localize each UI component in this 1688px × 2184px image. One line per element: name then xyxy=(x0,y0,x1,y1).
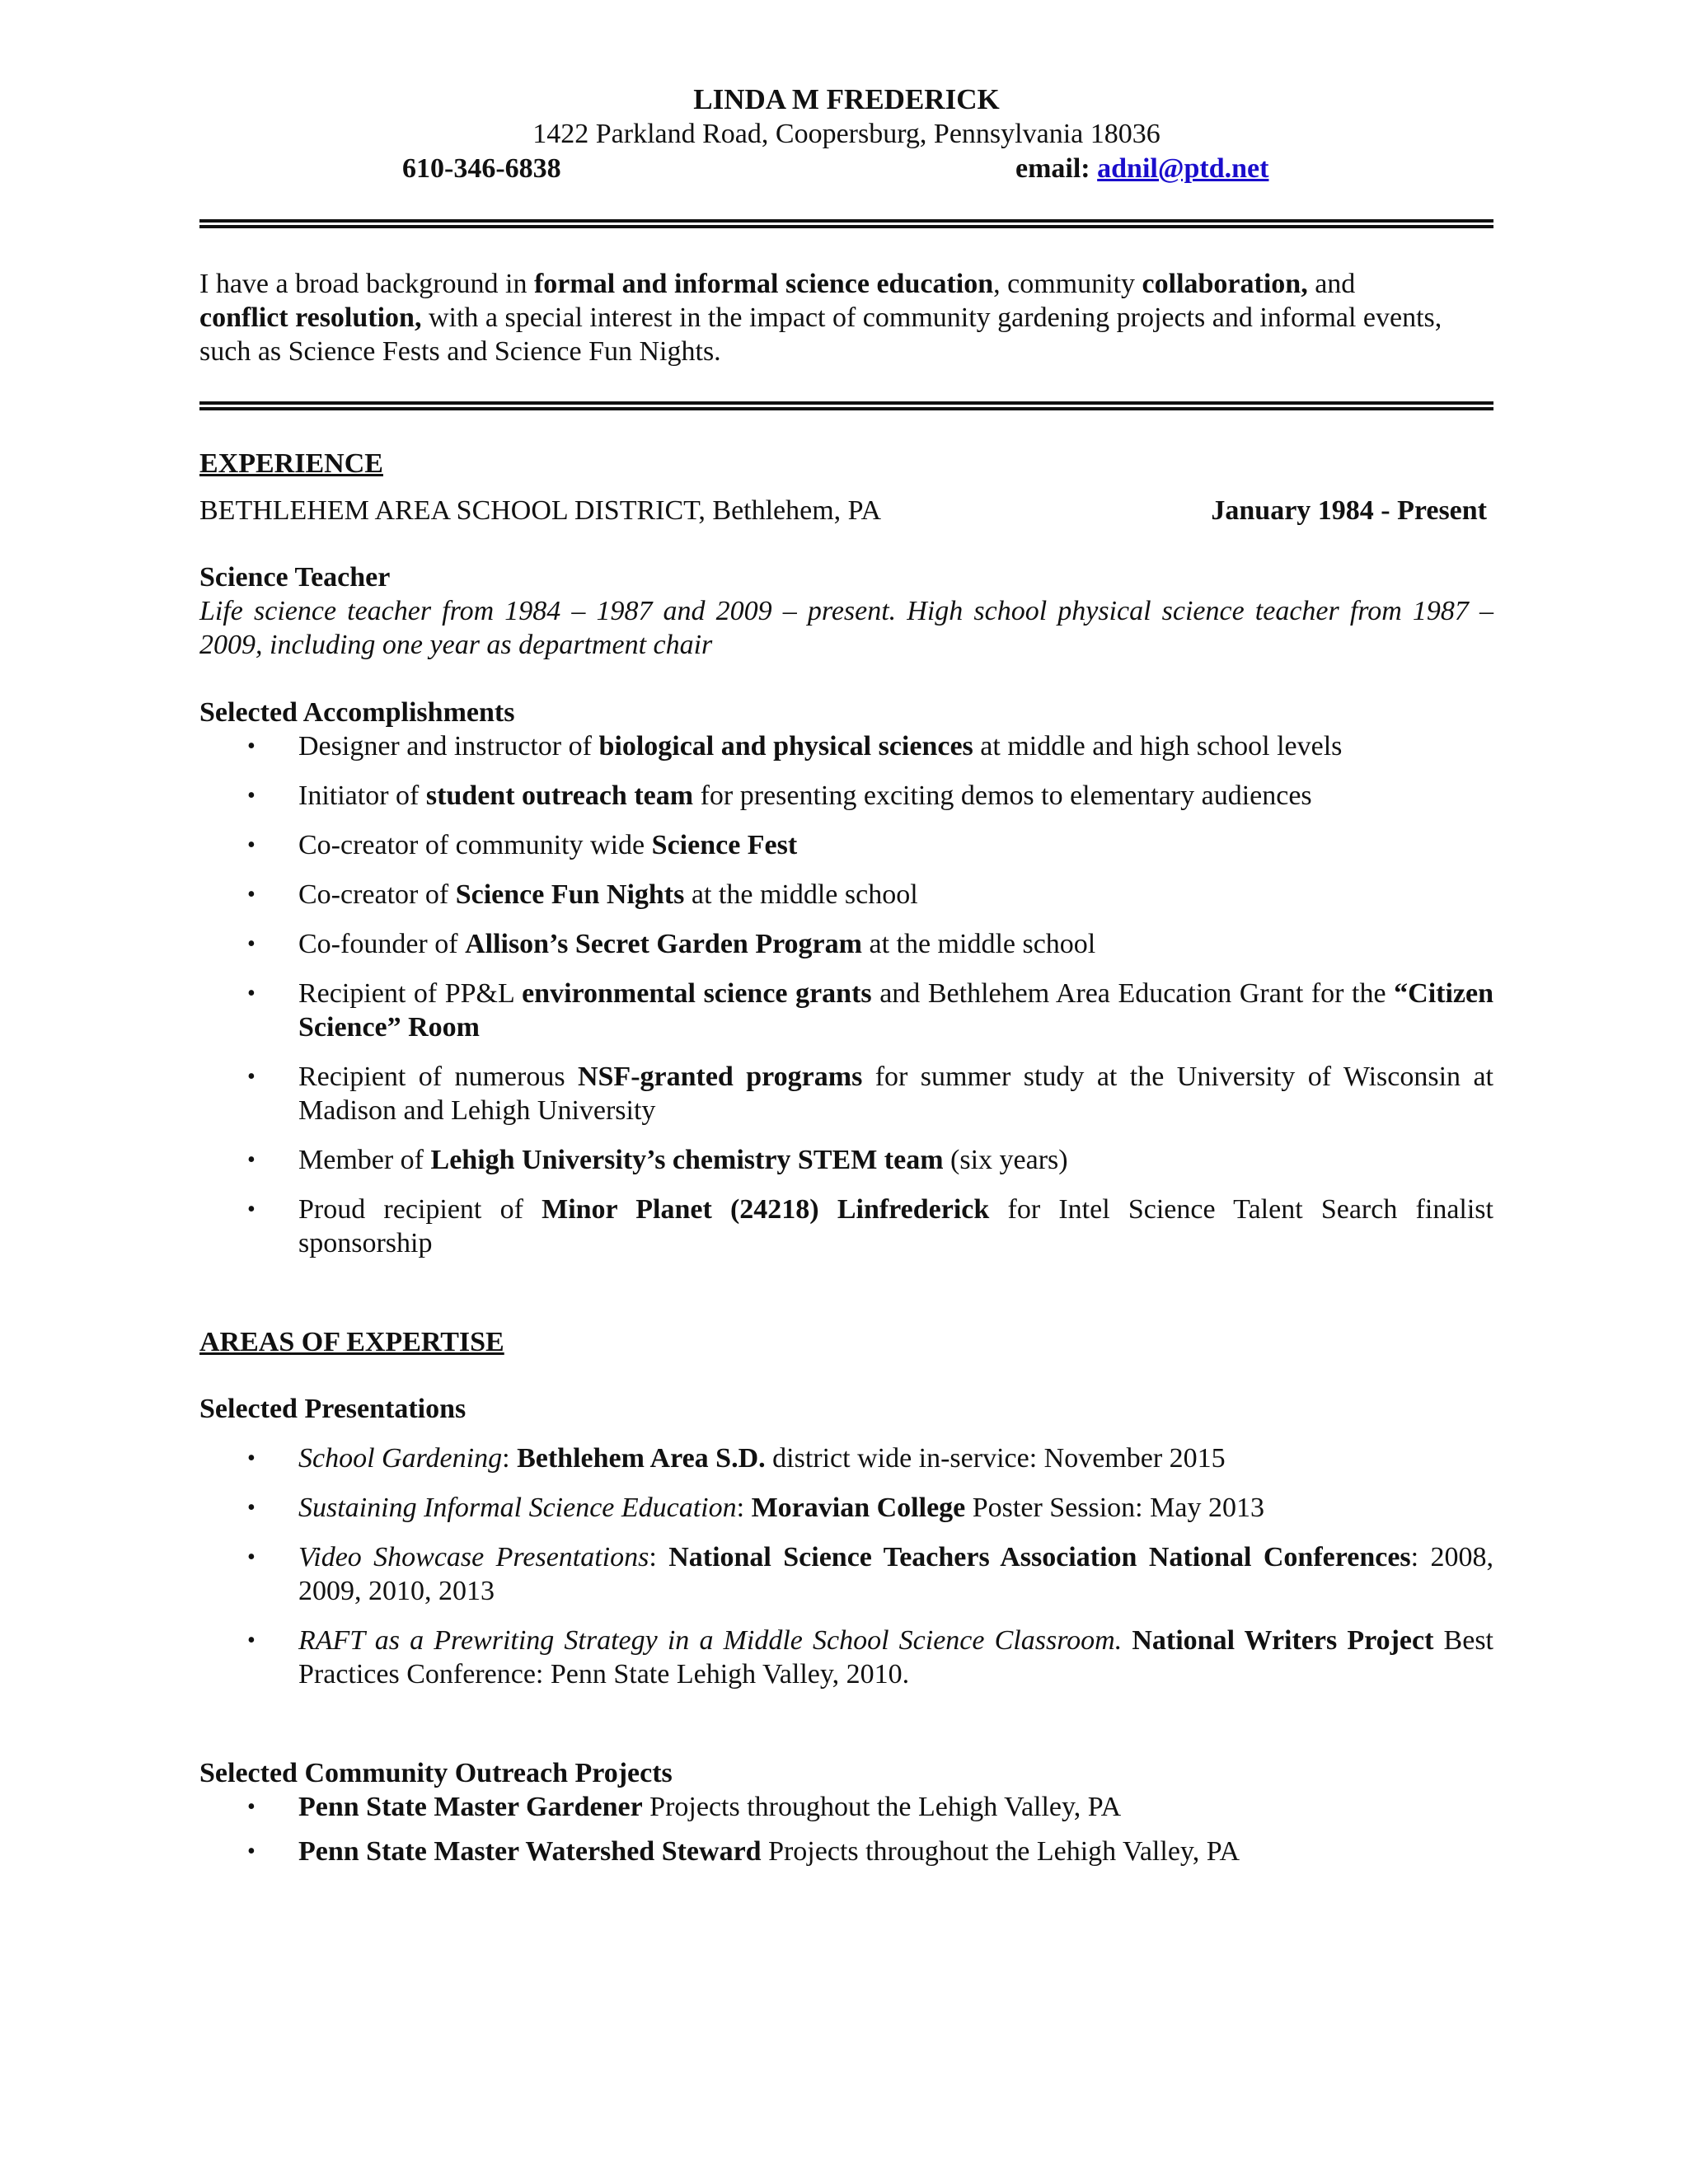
bullet-icon: • xyxy=(247,1197,256,1222)
summary-bold: conflict resolution, xyxy=(199,302,422,333)
list-item xyxy=(199,878,1493,912)
item-bold: Penn State Master Watershed Steward xyxy=(298,1836,762,1867)
bullet-icon: • xyxy=(247,1064,256,1090)
item-bold: Minor Planet (24218) Linfrederick xyxy=(542,1194,990,1225)
list-item xyxy=(199,927,1493,961)
phone-number: 610-346-6838 xyxy=(402,153,561,184)
list-item xyxy=(199,1193,1493,1260)
outreach-list xyxy=(199,1790,1493,1868)
resume-header xyxy=(199,82,1493,186)
item-text: at the middle school xyxy=(684,879,918,910)
item-italic: School Gardening xyxy=(298,1443,503,1474)
resume-page xyxy=(199,82,1493,1868)
list-item xyxy=(199,1441,1493,1475)
item-bold: environmental science grants xyxy=(522,978,872,1009)
list-item xyxy=(199,977,1493,1044)
item-text: Co-creator of community wide xyxy=(298,830,652,860)
item-italic: Video Showcase Presentations xyxy=(298,1542,649,1572)
list-item xyxy=(199,729,1493,763)
list-item xyxy=(199,1491,1493,1525)
item-bold: Allison’s Secret Garden Program xyxy=(465,929,862,959)
presentations-list xyxy=(199,1441,1493,1691)
item-text: and Bethlehem Area Education Grant for the xyxy=(871,978,1395,1009)
item-italic: RAFT as a Prewriting Strategy in a Middle School Science Classroom. xyxy=(298,1625,1123,1656)
bullet-icon: • xyxy=(247,1628,256,1653)
item-text: Recipient of PP&L xyxy=(298,978,523,1009)
bullet-icon: • xyxy=(247,1147,256,1173)
item-italic: Sustaining Informal Science Education xyxy=(298,1493,737,1523)
item-bold: “Citizen Science” Room xyxy=(298,978,1493,1043)
item-text: Initiator of xyxy=(298,780,426,811)
email-block xyxy=(1015,152,1268,185)
double-rule-top xyxy=(199,219,1493,228)
item-bold: Penn State Master Gardener xyxy=(298,1792,643,1822)
bullet-icon: • xyxy=(247,882,256,907)
item-bold: NSF-granted programs xyxy=(577,1062,863,1092)
item-text: Proud recipient of xyxy=(298,1194,542,1225)
bullet-icon: • xyxy=(247,1544,256,1570)
item-bold: Bethlehem Area S.D. xyxy=(517,1443,766,1474)
item-text: Projects throughout the Lehigh Valley, PA xyxy=(761,1836,1240,1867)
item-text: : xyxy=(649,1542,669,1572)
summary-text: , community xyxy=(993,269,1142,299)
item-text: Poster Session: May 2013 xyxy=(965,1493,1264,1523)
item-text: Co-founder of xyxy=(298,929,466,959)
email-link[interactable]: adnil@ptd.net xyxy=(1097,153,1269,184)
bullet-icon: • xyxy=(247,1794,256,1820)
outreach-heading: Selected Community Outreach Projects xyxy=(199,1758,673,1788)
item-text: district wide in-service: November 2015 xyxy=(765,1443,1226,1474)
item-text: for summer study at the University of Wisconsin at Madison and Lehigh University xyxy=(298,1062,1493,1126)
employer-row xyxy=(199,494,1493,527)
email-label: email: xyxy=(1015,153,1090,184)
candidate-address: 1422 Parkland Road, Coopersburg, Pennsylvania 18036 xyxy=(532,119,1160,149)
list-item xyxy=(199,779,1493,813)
bullet-icon: • xyxy=(247,931,256,957)
bullet-icon: • xyxy=(247,1495,256,1521)
item-text: (six years) xyxy=(943,1145,1068,1175)
item-text: : xyxy=(502,1443,518,1474)
item-bold: Science Fun Nights xyxy=(455,879,685,910)
item-text xyxy=(1122,1625,1132,1656)
job-title: Science Teacher xyxy=(199,562,391,593)
list-item xyxy=(199,1540,1493,1608)
item-text: : 2008, 2009, 2010, 2013 xyxy=(298,1542,1493,1606)
item-bold: Science Fest xyxy=(651,830,798,860)
list-item xyxy=(199,1143,1493,1177)
employment-dates: January 1984 - Present xyxy=(1211,495,1487,526)
presentations-heading: Selected Presentations xyxy=(199,1394,467,1424)
item-text: Projects throughout the Lehigh Valley, PA xyxy=(642,1792,1122,1822)
summary-text: I have a broad background in xyxy=(199,269,534,299)
list-item xyxy=(199,1624,1493,1691)
employer-name: BETHLEHEM AREA SCHOOL DISTRICT, Bethlehem, PA xyxy=(199,495,882,526)
double-rule-bottom xyxy=(199,401,1493,410)
summary-text: with a special interest in the impact of community gardening projects and informal events, such as Science Fests and Science Fun Nights. xyxy=(199,302,1442,367)
contact-row xyxy=(199,152,1493,186)
item-text: Best Practices Conference: Penn State Lehigh Valley, 2010. xyxy=(298,1625,1493,1690)
item-bold: National Writers Project xyxy=(1132,1625,1434,1656)
summary-bold: formal and informal science education xyxy=(533,269,994,299)
bullet-icon: • xyxy=(247,1446,256,1471)
accomplishments-heading: Selected Accomplishments xyxy=(199,697,515,728)
job-description: Life science teacher from 1984 – 1987 and 2009 – present. High school physical science teacher from 1987 – 2009, including one year as department chair xyxy=(199,596,1493,660)
item-text: Member of xyxy=(298,1145,431,1175)
summary-bold: collaboration, xyxy=(1142,269,1308,299)
item-text: for Intel Science Talent Search finalist sponsorship xyxy=(298,1194,1493,1258)
item-bold: student outreach team xyxy=(425,780,694,811)
list-item xyxy=(199,828,1493,862)
bullet-icon: • xyxy=(247,733,256,759)
item-text: Co-creator of xyxy=(298,879,456,910)
candidate-name: LINDA M FREDERICK xyxy=(693,83,1000,115)
summary-text: and xyxy=(1307,269,1356,299)
item-text: Designer and instructor of xyxy=(298,731,599,762)
bullet-icon: • xyxy=(247,832,256,858)
expertise-heading: AREAS OF EXPERTISE xyxy=(199,1327,504,1357)
item-bold: National Science Teachers Association National Conferences xyxy=(668,1542,1411,1572)
item-text: at middle and high school levels xyxy=(973,731,1343,762)
experience-heading: EXPERIENCE xyxy=(199,448,383,479)
item-bold: Moravian College xyxy=(751,1493,966,1523)
bullet-icon: • xyxy=(247,1839,256,1864)
list-item xyxy=(199,1060,1493,1127)
item-text: for presenting exciting demos to elementary audiences xyxy=(693,780,1312,811)
item-text: at the middle school xyxy=(861,929,1096,959)
list-item xyxy=(199,1790,1493,1824)
bullet-icon: • xyxy=(247,981,256,1006)
item-bold: Lehigh University’s chemistry STEM team xyxy=(430,1145,944,1175)
item-text: : xyxy=(736,1493,752,1523)
item-bold: biological and physical sciences xyxy=(598,731,973,762)
list-item xyxy=(199,1835,1493,1868)
bullet-icon: • xyxy=(247,783,256,808)
accomplishments-list xyxy=(199,729,1493,1260)
summary-paragraph xyxy=(199,267,1493,368)
item-text: Recipient of numerous xyxy=(298,1062,578,1092)
